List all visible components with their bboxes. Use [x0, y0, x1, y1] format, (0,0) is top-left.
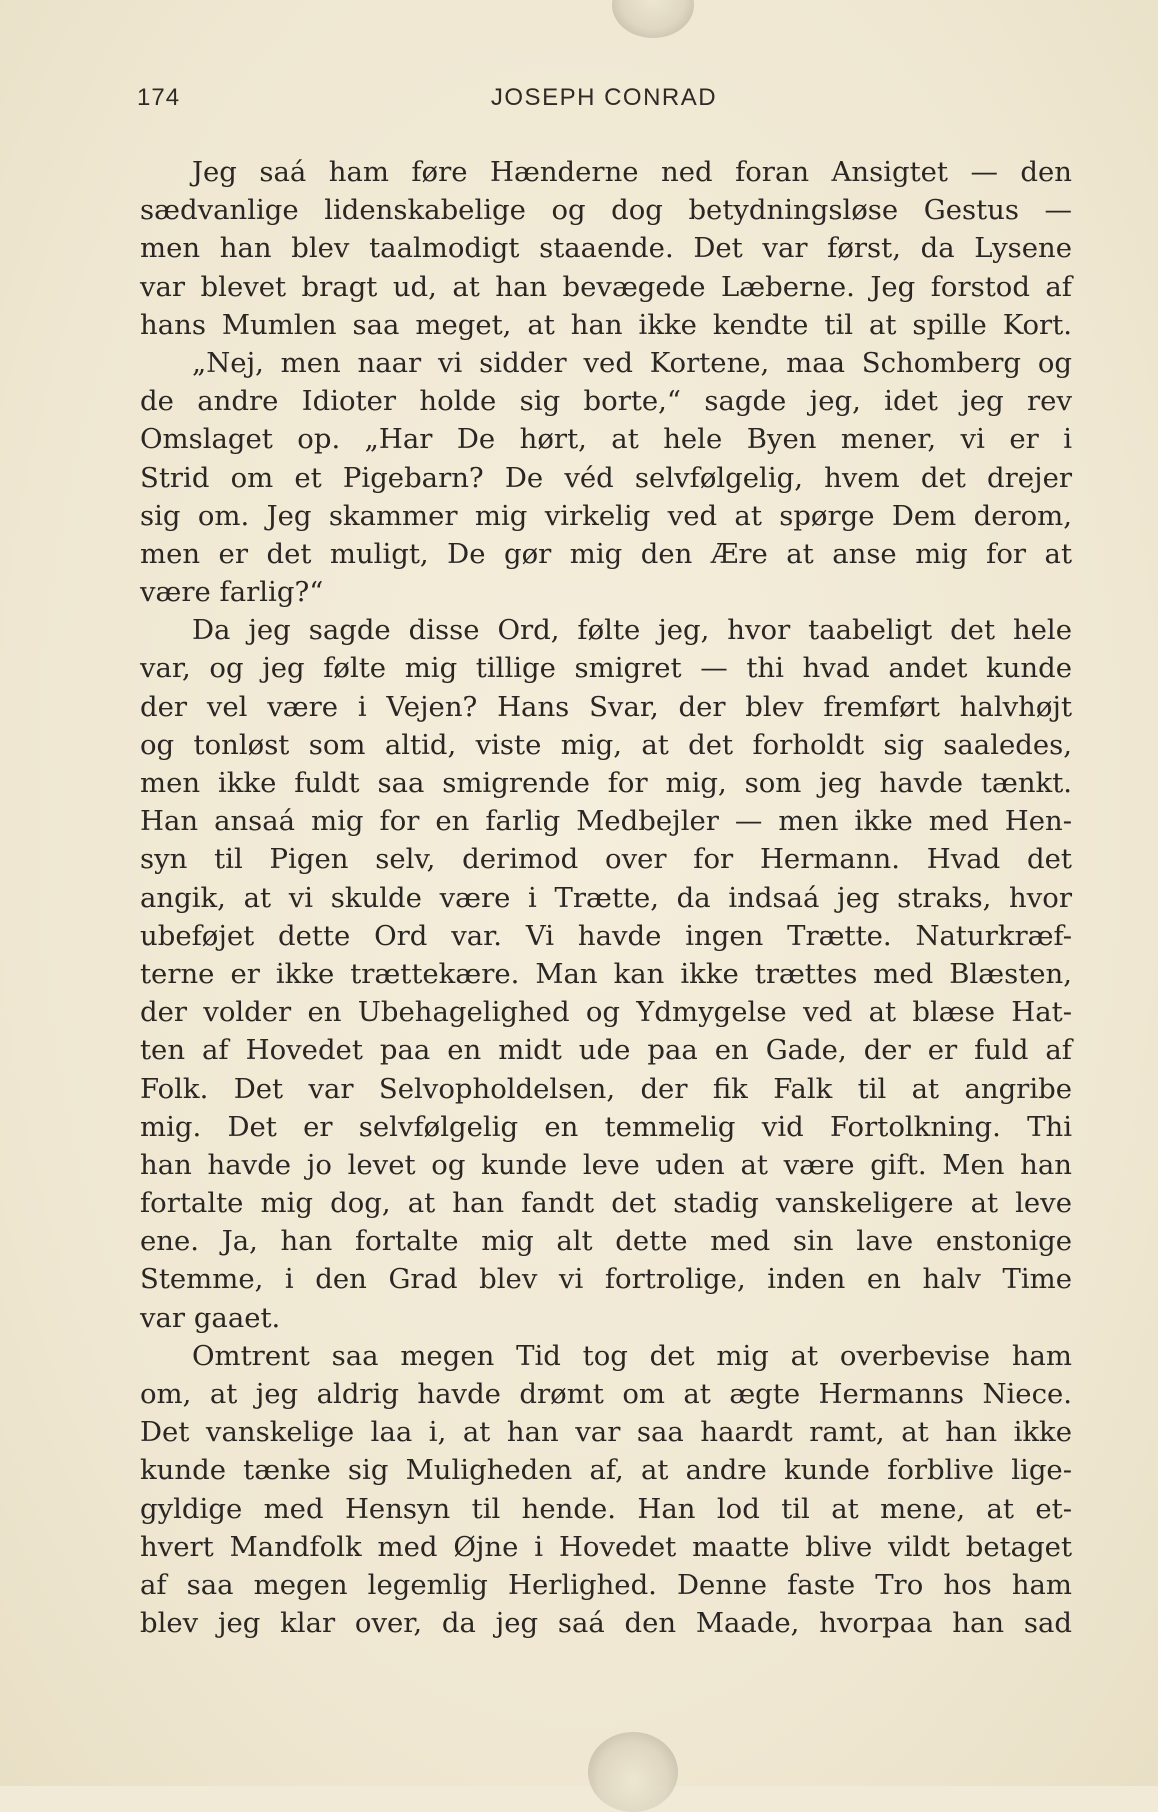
text-line: var gaaet. [140, 1301, 281, 1334]
text-line: Omslaget op. „Har De hørt, at hele Byen mener, vi er i [140, 423, 1072, 456]
text-line: hans Mumlen saa meget, at han ikke kendte til at spille Kort. [140, 308, 1072, 341]
text-line: sædvanlige lidenskabelige og dog betydningsløse Gestus — [140, 194, 1072, 227]
text-line: de andre Idioter holde sig borte,“ sagde jeg, idet jeg rev [140, 385, 1072, 418]
text-line: Omtrent saa megen Tid tog det mig at overbevise ham [192, 1339, 1072, 1372]
running-head: JOSEPH CONRAD [490, 84, 718, 111]
text-line: ene. Ja, han fortalte mig alt dette med sin lave enstonige [140, 1225, 1072, 1258]
text-line: Strid om et Pigebarn? De véd selvfølgelig, hvem det drejer [140, 461, 1072, 494]
text-line: „Nej, men naar vi sidder ved Kortene, maa Schomberg og [192, 346, 1072, 379]
text-line: sig om. Jeg skammer mig virkelig ved at spørge Dem derom, [140, 499, 1072, 532]
text-line: angik, at vi skulde være i Trætte, da indsaá jeg straks, hvor [140, 881, 1072, 914]
text-line: var blevet bragt ud, at han bevægede Læberne. Jeg forstod af [140, 270, 1072, 303]
text-line: ubeføjet dette Ord var. Vi havde ingen Trætte. Naturkræf- [140, 919, 1072, 952]
text-line: om, at jeg aldrig havde drømt om at ægte Hermanns Niece. [140, 1378, 1072, 1410]
body-text [140, 153, 1072, 1642]
text-line: være farlig?“ [140, 576, 324, 609]
text-line: Han ansaá mig for en farlig Medbejler — men ikke med Hen- [140, 805, 1072, 838]
text-line: der vel være i Vejen? Hans Svar, der blev fremført halvhøjt [140, 690, 1072, 723]
text-line: Jeg saá ham føre Hænderne ned foran Ansigtet — den [192, 156, 1072, 188]
text-line: syn til Pigen selv, derimod over for Hermann. Hvad det [140, 843, 1072, 876]
text-line: men han blev taalmodigt staaende. Det var først, da Lysene [140, 232, 1072, 265]
page-header [137, 84, 1071, 124]
text-line: gyldige med Hensyn til hende. Han lod til at mene, at et- [140, 1492, 1072, 1525]
page-number: 174 [137, 84, 181, 111]
text-line: mig. Det er selvfølgelig en temmelig vid Fortolkning. Thi [140, 1110, 1072, 1143]
text-line: terne er ikke trættekære. Man kan ikke trættes med Blæsten, [140, 957, 1072, 990]
text-line: og tonløst som altid, viste mig, at det forholdt sig saaledes, [140, 728, 1072, 761]
text-line: blev jeg klar over, da jeg saá den Maade, hvorpaa han sad [140, 1607, 1072, 1640]
page-wear-mark-top [612, 0, 694, 38]
text-line: af saa megen legemlig Herlighed. Denne faste Tro hos ham [140, 1568, 1072, 1601]
text-line: men ikke fuldt saa smigrende for mig, som jeg havde tænkt. [140, 767, 1072, 799]
text-line: Folk. Det var Selvopholdelsen, der fik Falk til at angribe [140, 1072, 1072, 1105]
text-line: Da jeg sagde disse Ord, følte jeg, hvor taabeligt det hele [192, 614, 1072, 647]
text-line: var, og jeg følte mig tillige smigret — thi hvad andet kunde [140, 652, 1072, 685]
page-wear-mark-bottom [588, 1732, 678, 1812]
text-line: men er det muligt, De gør mig den Ære at anse mig for at [140, 537, 1072, 570]
text-line: han havde jo levet og kunde leve uden at være gift. Men han [140, 1148, 1072, 1181]
text-line: Stemme, i den Grad blev vi fortrolige, inden en halv Time [140, 1263, 1072, 1296]
text-line: ten af Hovedet paa en midt ude paa en Gade, der er fuld af [140, 1034, 1072, 1067]
text-line: der volder en Ubehagelighed og Ydmygelse ved at blæse Hat- [140, 996, 1072, 1029]
text-line: Det vanskelige laa i, at han var saa haardt ramt, at han ikke [140, 1416, 1072, 1449]
text-line: hvert Mandfolk med Øjne i Hovedet maatte blive vildt betaget [140, 1530, 1072, 1563]
text-line: kunde tænke sig Muligheden af, at andre kunde forblive lige- [140, 1454, 1072, 1487]
text-line: fortalte mig dog, at han fandt det stadig vanskeligere at leve [140, 1187, 1072, 1220]
